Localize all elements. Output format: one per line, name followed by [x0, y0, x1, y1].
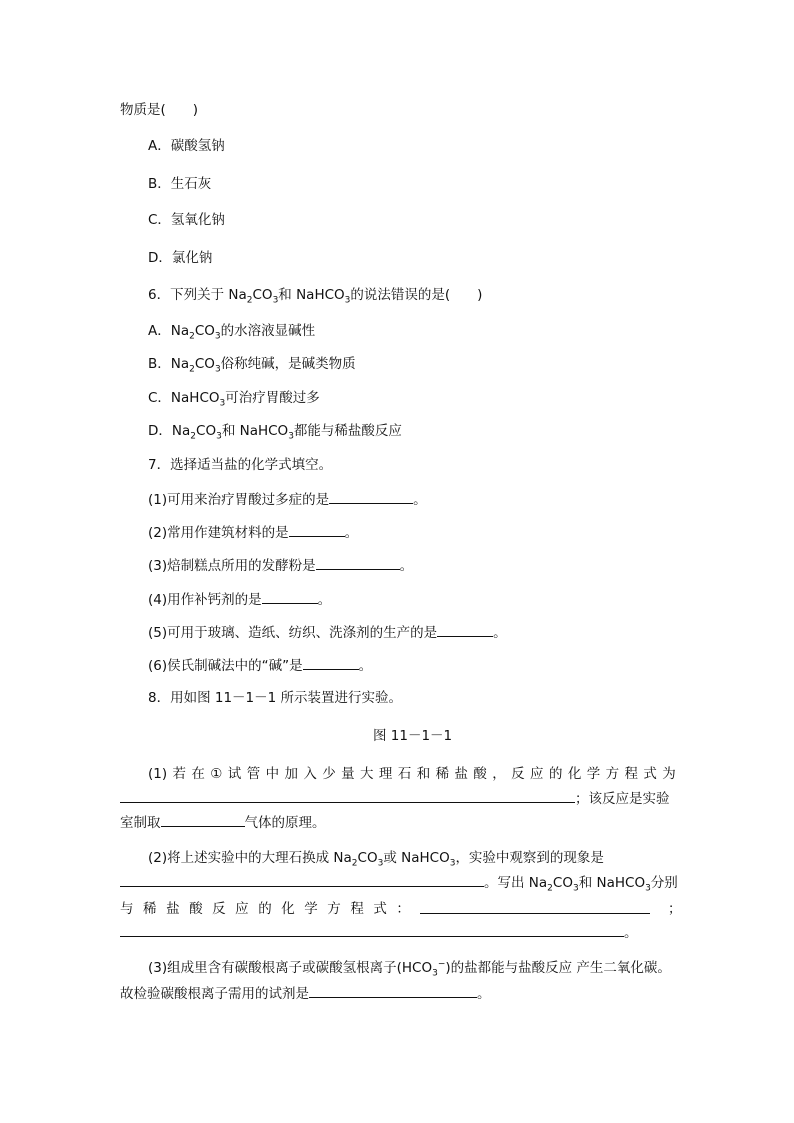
subscript: 3: [272, 295, 279, 306]
subscript: 3: [449, 858, 456, 869]
q6-option-text: B．Na: [148, 356, 190, 372]
answer-blank[interactable]: [420, 899, 650, 914]
q7-item-3: [148, 555, 413, 576]
q8-word: 稀: [143, 901, 157, 917]
q6-option-text: CO: [194, 356, 215, 372]
q7-item-end: 。: [399, 558, 414, 574]
answer-blank[interactable]: [316, 555, 400, 570]
q8-part3-text: 故检验碳酸根离子需用的试剂是: [120, 986, 309, 1002]
q6-option-text: CO: [194, 323, 215, 339]
q6-option-a[interactable]: [148, 321, 315, 341]
q8-word: 管: [246, 766, 261, 782]
q5-option-a[interactable]: A．碳酸氢钠: [148, 138, 225, 154]
q8-word: 中: [265, 766, 280, 782]
figure-caption: 图 11－1－1: [373, 728, 453, 744]
q8-part3-line2: [120, 983, 491, 1004]
answer-blank[interactable]: [437, 622, 493, 637]
subscript: 2: [547, 883, 553, 894]
q8-stem: 8．用如图 11－1－1 所示装置进行实验。: [148, 690, 403, 706]
q7-item-4: [148, 589, 331, 610]
subscript: 2: [190, 431, 197, 442]
q6-number: 6．: [148, 287, 171, 303]
q7-item-label: (5)可用于玻璃、造纸、纺织、洗涤剂的生产的是: [148, 625, 438, 641]
q8-word: 为: [662, 766, 676, 782]
q6-stem: [148, 285, 482, 305]
subscript: 2: [351, 858, 358, 869]
q8-word: 若: [172, 766, 187, 782]
q8-part2-line3: [120, 899, 682, 919]
q6-option-text: 和 NaHCO: [221, 423, 289, 439]
q8-part2-text: 。写出 Na: [484, 875, 548, 891]
q8-word: 化: [281, 901, 295, 917]
q8-part1-text: ；该反应是实验: [575, 791, 670, 807]
q8-word: 理: [378, 766, 393, 782]
q8-word: 化: [567, 766, 582, 782]
q8-part2-line4: [120, 922, 638, 943]
q8-word: 少: [322, 766, 336, 782]
q8-part2-text: 或 NaHCO: [383, 850, 450, 866]
q7-item-label: (6)侯氏制碱法中的“碱”是: [148, 658, 303, 674]
q7-item-end: 。: [413, 492, 427, 508]
q6-stem-text: 下列关于 Na: [170, 287, 247, 303]
q7-item-label: (1)可用来治疗胃酸过多症的是: [148, 492, 330, 508]
q8-part2-text: ，实验中观察到的现象是: [455, 850, 604, 866]
q8-part2-line1: [148, 848, 604, 868]
q6-option-text: 可治疗胃酸过多: [225, 390, 320, 406]
q6-option-d[interactable]: [148, 421, 402, 441]
q7-item-1: [148, 489, 427, 510]
q8-part2-text: ；: [668, 901, 682, 917]
q8-part3-line1: [148, 958, 671, 978]
q6-option-text: CO: [196, 423, 217, 439]
subscript: 3: [377, 858, 384, 869]
q8-word: 应: [235, 901, 249, 917]
q6-stem-text: CO: [252, 287, 273, 303]
subscript: 3: [645, 883, 651, 894]
q5-option-b[interactable]: B．生石灰: [148, 176, 212, 192]
q7-stem: 7．选择适当盐的化学式填空。: [148, 457, 333, 473]
q8-word: 量: [341, 766, 355, 782]
answer-blank[interactable]: [161, 812, 245, 827]
q6-option-c[interactable]: [148, 388, 320, 408]
q6-stem-text: 和 NaHCO: [278, 287, 345, 303]
q8-word: 酸: [473, 766, 487, 782]
q8-part2-text: CO: [357, 850, 378, 866]
subscript: 3: [214, 331, 221, 342]
q8-word: 学: [586, 766, 601, 782]
q8-word: 盐: [454, 766, 468, 782]
q8-word: 式: [373, 901, 387, 917]
q7-item-label: (3)焙制糕点所用的发酵粉是: [148, 558, 316, 574]
q7-item-label: (2)常用作建筑材料的是: [148, 525, 289, 541]
answer-blank[interactable]: [303, 655, 359, 670]
q8-part1-line3: [120, 812, 326, 833]
q7-item-end: 。: [317, 592, 332, 608]
q6-option-text: D．Na: [148, 423, 191, 439]
answer-blank[interactable]: [289, 522, 345, 537]
q8-part2-prompt: [120, 899, 410, 919]
q6-option-text: 都能与稀盐酸反应: [293, 423, 402, 439]
q6-option-text: 的水溶液显碱性: [220, 323, 316, 339]
answer-blank[interactable]: [309, 983, 477, 998]
q7-item-6: [148, 655, 372, 676]
q8-word: ①: [210, 766, 223, 782]
q6-stem-text: 的说法错误的是( ): [350, 287, 483, 303]
subscript: 2: [246, 295, 253, 306]
q8-word: 方: [605, 766, 620, 782]
q8-word: 大: [360, 766, 374, 782]
subscript: 2: [189, 364, 195, 375]
q8-word: 和: [416, 766, 431, 782]
q8-part2-line2: [120, 872, 678, 893]
q8-part2-text: 和 NaHCO: [578, 875, 646, 891]
subscript: 3: [344, 295, 351, 306]
subscript: 3: [219, 398, 226, 409]
q7-item-2: [148, 522, 358, 543]
q8-word: 反: [212, 901, 226, 917]
q8-word: 反: [511, 766, 525, 782]
subscript: 3: [288, 431, 294, 442]
answer-blank[interactable]: [262, 589, 318, 604]
q7-item-end: 。: [344, 525, 359, 541]
q8-word: 试: [227, 766, 242, 782]
q8-word: 应: [530, 766, 544, 782]
q7-item-end: 。: [493, 625, 507, 641]
subscript: 3: [214, 364, 221, 375]
q8-part1-text: 气体的原理。: [244, 815, 326, 831]
q8-word: 稀: [435, 766, 450, 782]
q8-word: 的: [258, 901, 272, 917]
q8-word: 在: [191, 766, 205, 782]
q8-word: ：: [396, 901, 410, 917]
q8-word: 程: [350, 901, 364, 917]
q8-part1-line: [148, 764, 676, 784]
q8-word: 学: [304, 901, 318, 917]
q8-word: 的: [548, 766, 563, 782]
q5-stem: 物质是( ): [120, 102, 199, 118]
q7-item-5: [148, 622, 507, 643]
q7-item-label: (4)用作补钙剂的是: [148, 592, 262, 608]
q5-option-d[interactable]: D．氯化钠: [148, 250, 213, 266]
q8-part2-text: 。: [624, 925, 638, 941]
q6-option-text: 俗称纯碱，是碱类物质: [220, 356, 356, 372]
subscript: 2: [189, 331, 195, 342]
q8-part3-text: 。: [477, 986, 491, 1002]
q8-part2-text: 分别: [650, 875, 678, 891]
q8-part3-text: (3)组成里含有碳酸根离子或碳酸氢根离子(HCO: [148, 960, 433, 976]
q8-word: 与: [120, 901, 134, 917]
q8-part2-text: (2)将上述实验中的大理石换成 Na: [148, 850, 352, 866]
subscript: 3: [432, 968, 438, 979]
q8-part2-text: CO: [552, 875, 573, 891]
subscript: 3: [216, 431, 222, 442]
q7-item-end: 。: [358, 658, 373, 674]
q8-word: 方: [327, 901, 341, 917]
q8-part3-text: )的盐都能与盐酸反应 产生二氧化碳。: [445, 960, 671, 976]
q8-part1-line2: [120, 788, 670, 809]
answer-blank[interactable]: [120, 922, 624, 937]
q8-part1-text: 室制取: [120, 815, 161, 831]
q8-word: (1): [148, 766, 168, 782]
q8-word: 盐: [166, 901, 180, 917]
q8-word: 式: [643, 766, 657, 782]
q8-word: 酸: [189, 901, 203, 917]
answer-blank[interactable]: [329, 489, 413, 504]
answer-blank[interactable]: [120, 872, 484, 887]
q6-option-text: C．NaHCO: [148, 390, 220, 406]
q8-word: ，: [492, 766, 506, 782]
q8-word: 入: [303, 766, 317, 782]
answer-blank[interactable]: [120, 788, 575, 803]
q8-word: 石: [397, 766, 412, 782]
q5-option-c[interactable]: C．氢氧化钠: [148, 212, 225, 228]
q8-word: 加: [284, 766, 298, 782]
q6-option-b[interactable]: [148, 354, 356, 374]
superscript: −: [437, 959, 446, 970]
q8-word: 程: [624, 766, 638, 782]
q6-option-text: A．Na: [148, 323, 190, 339]
subscript: 3: [572, 883, 579, 894]
